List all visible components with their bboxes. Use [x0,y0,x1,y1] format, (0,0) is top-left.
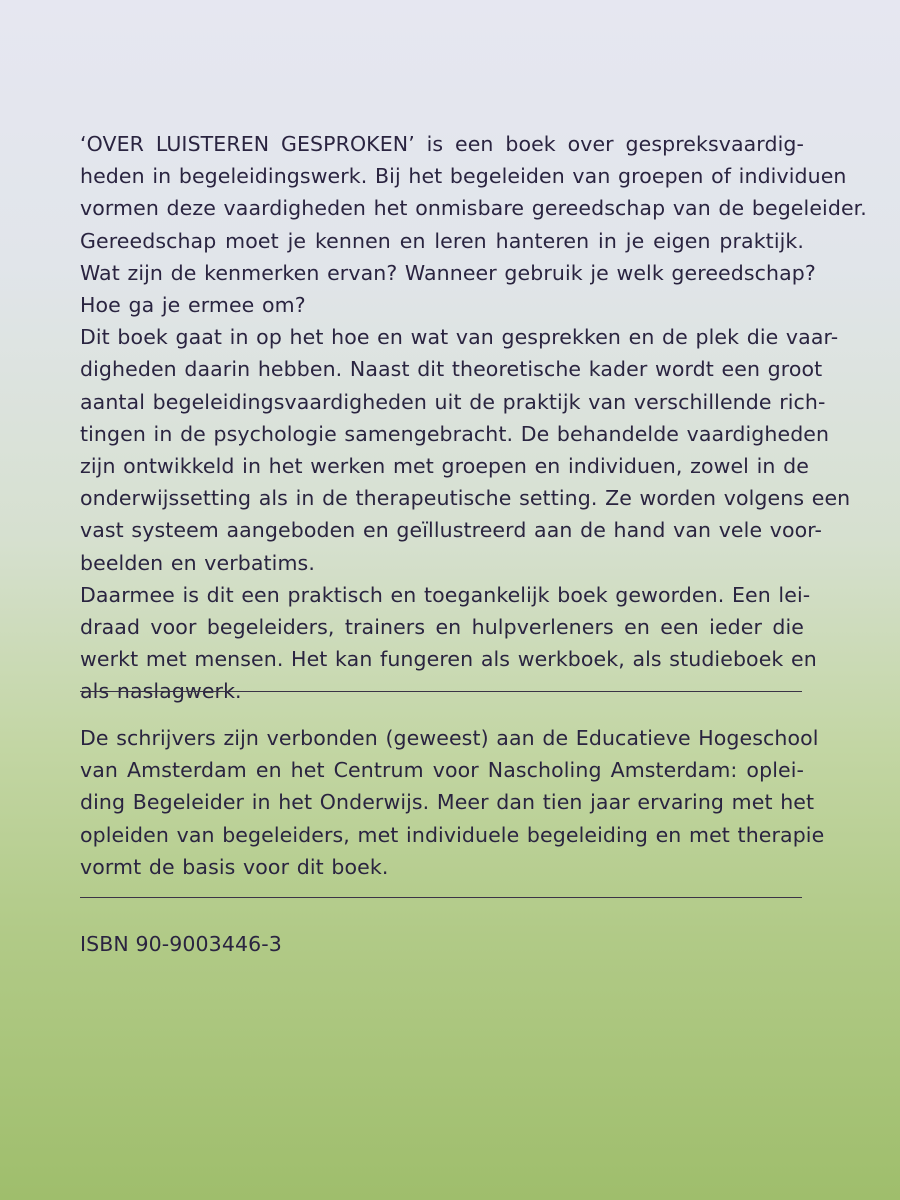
text-line: zijn ontwikkeld in het werken met groepen en individuen, zowel in de [80,454,809,479]
text-line: werkt met mensen. Het kan fungeren als werkboek, als studieboek en [80,647,817,672]
text-line: beelden en verbatims. [80,550,315,575]
text-line: vormt de basis voor dit boek. [80,854,389,879]
text-line: Hoe ga je ermee om? [80,293,306,318]
text-line: Dit boek gaat in op het hoe en wat van gesprekken en de plek die vaar- [80,325,839,350]
divider-line [80,897,802,898]
blurb-paragraph-2 [80,321,851,579]
text-line: Wat zijn de kenmerken ervan? Wanneer gebruik je welk gereedschap? [80,260,816,285]
text-line: digheden daarin hebben. Naast dit theoretische kader wordt een groot [80,357,823,382]
text-line: ding Begeleider in het Onderwijs. Meer dan tien jaar ervaring met het [80,790,815,815]
author-info [80,722,825,883]
text-line: vast systeem aangeboden en geïllustreerd aan de hand van vele voor- [80,518,822,543]
text-line: van Amsterdam en het Centrum voor Nascholing Amsterdam: oplei- [80,758,804,783]
divider-line [80,691,802,692]
text-line: tingen in de psychologie samengebracht. De behandelde vaardigheden [80,421,830,446]
text-line: opleiden van begeleiders, met individuele begeleiding en met therapie [80,822,825,847]
text-line: vormen deze vaardigheden het onmisbare gereedschap van de begeleider. [80,196,867,221]
text-line: ‘OVER LUISTEREN GESPROKEN’ is een boek over gespreksvaardig- [80,132,804,156]
isbn-number: ISBN 90-9003446-3 [80,932,282,956]
text-line: als naslagwerk. [80,679,242,704]
text-line: draad voor begeleiders, trainers en hulpverleners en een ieder die [80,615,804,640]
text-line: onderwijssetting als in de therapeutische setting. Ze worden volgens een [80,486,851,511]
blurb-paragraph-3 [80,579,817,708]
text-line: Gereedschap moet je kennen en leren hanteren in je eigen praktijk. [80,228,804,253]
blurb-paragraph-1 [80,128,867,321]
text-line: heden in begeleidingswerk. Bij het begeleiden van groepen of individuen [80,164,847,189]
text-line: Daarmee is dit een praktisch en toegankelijk boek geworden. Een lei- [80,582,811,607]
blurb-text [80,128,867,708]
text-line: De schrijvers zijn verbonden (geweest) aan de Educatieve Hogeschool [80,726,819,750]
text-line: aantal begeleidingsvaardigheden uit de praktijk van verschillende rich- [80,389,826,414]
